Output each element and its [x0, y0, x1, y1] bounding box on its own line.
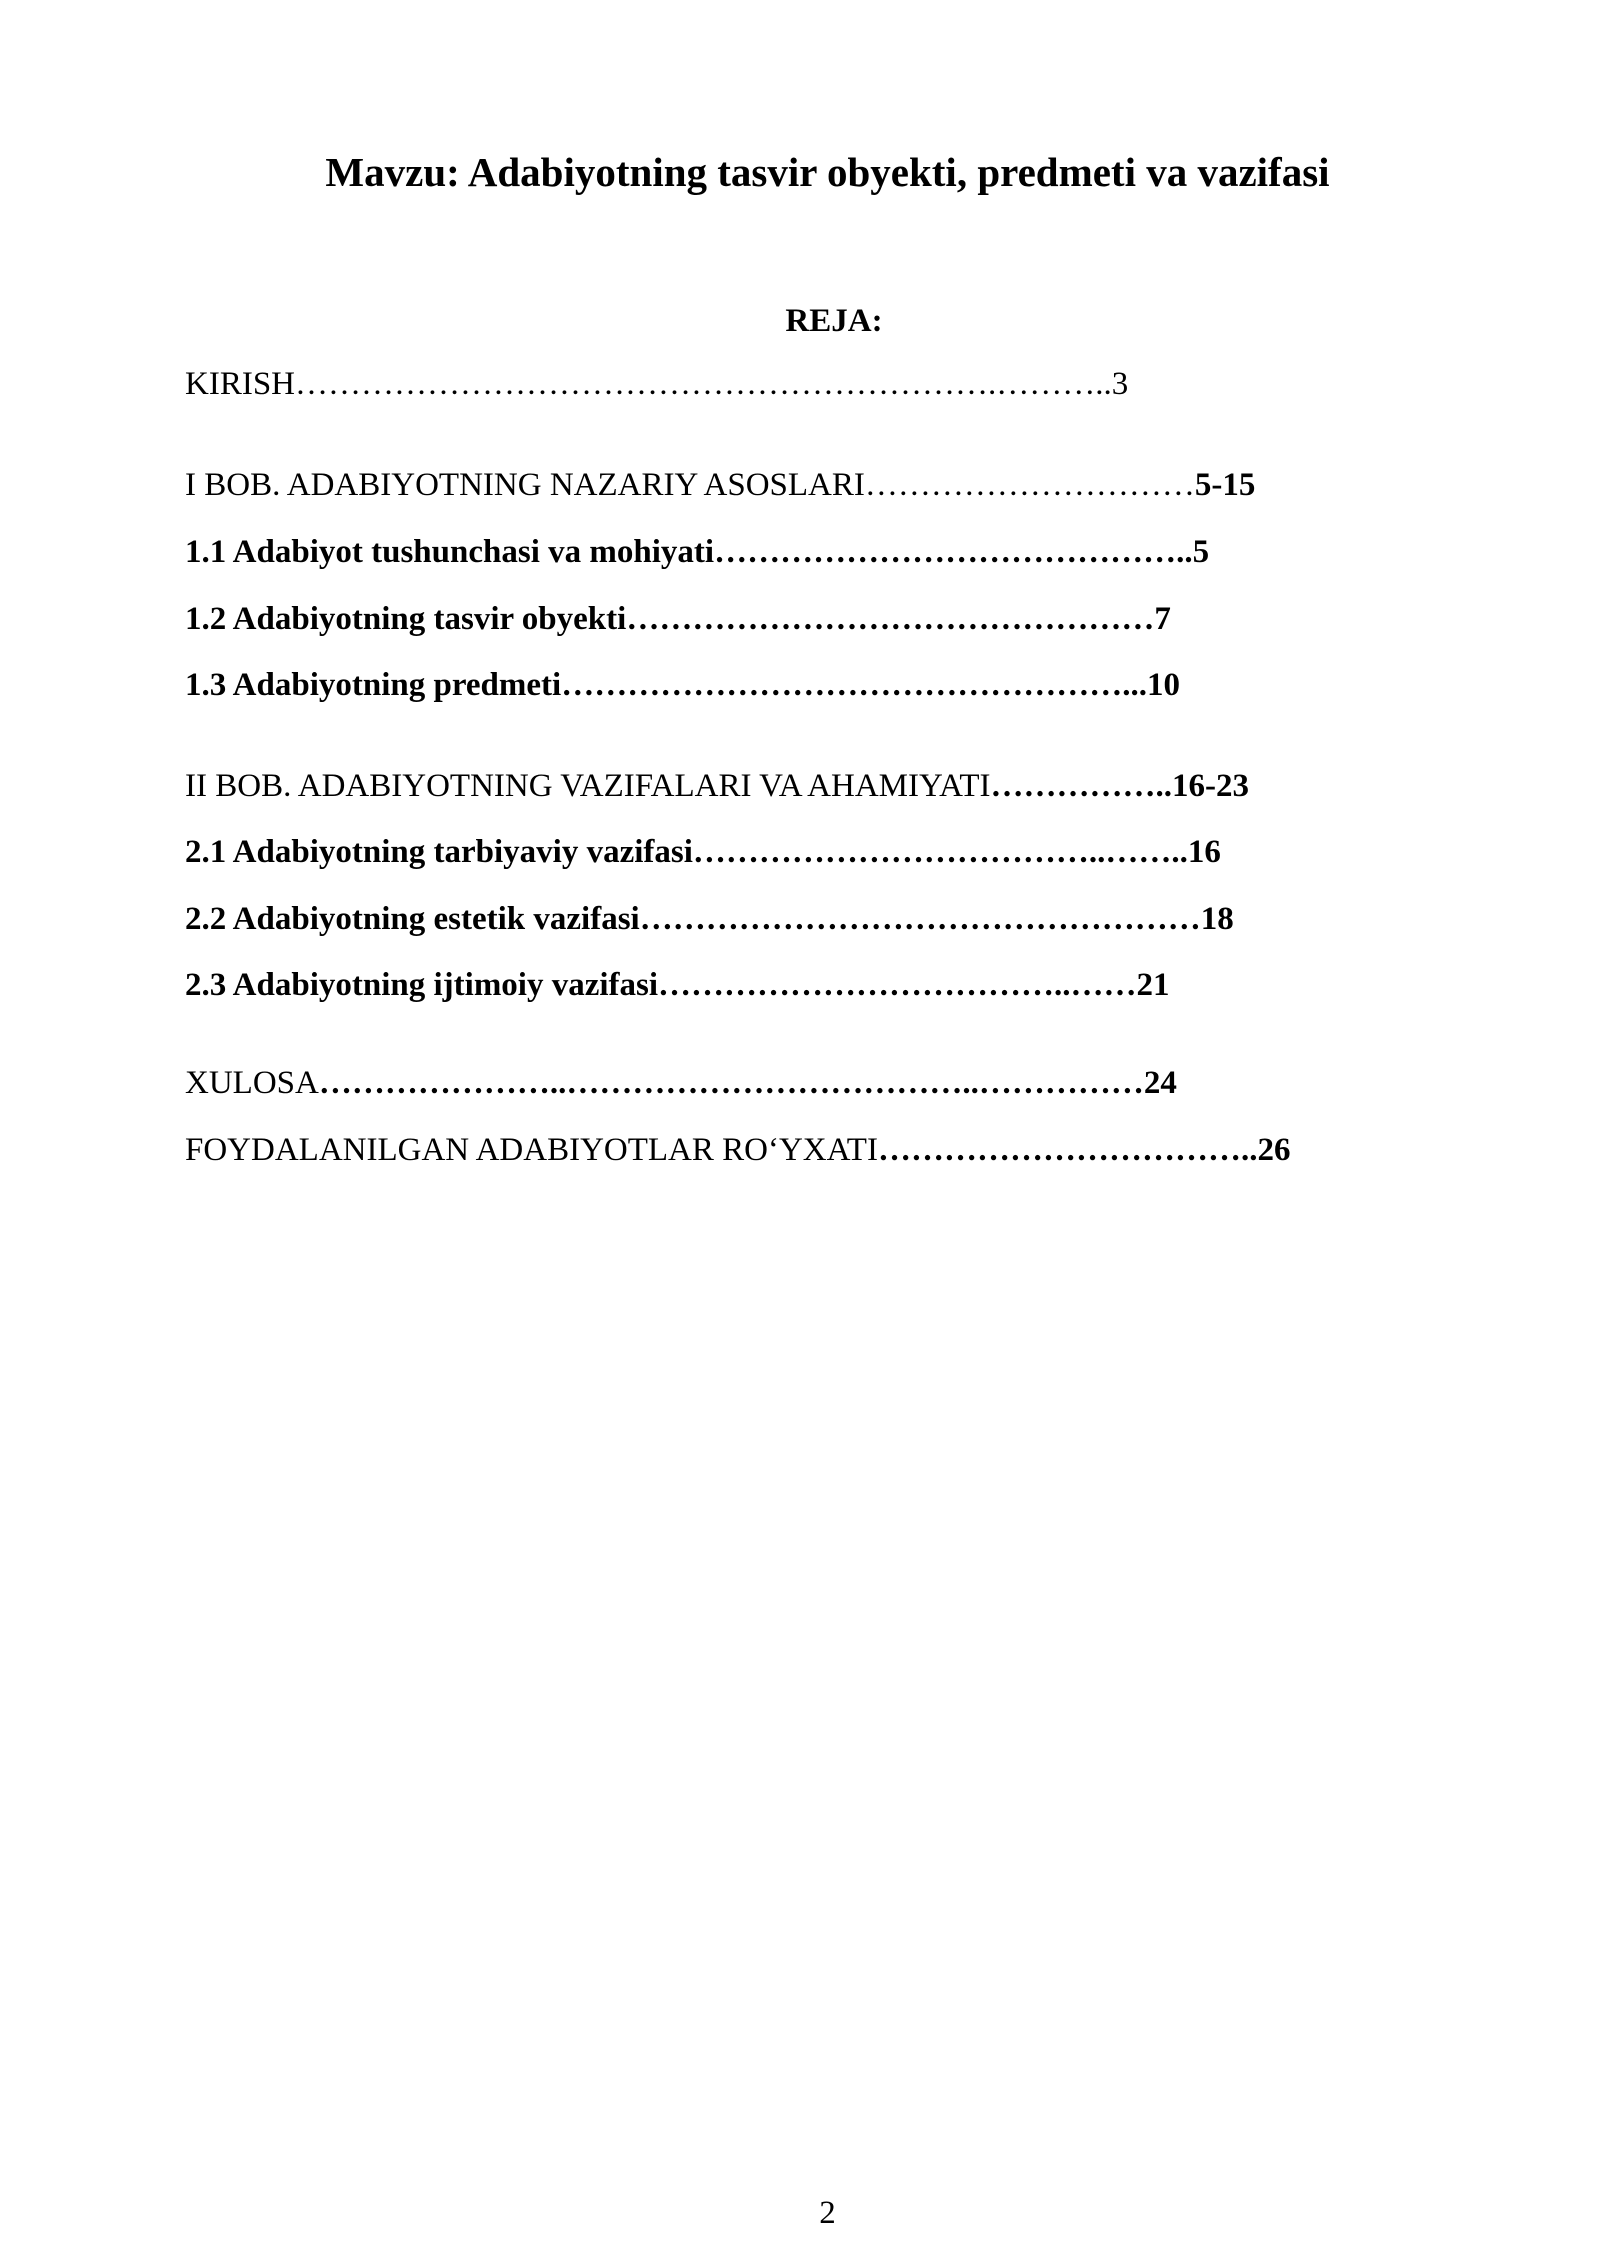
toc-page-number: 16	[1187, 834, 1221, 870]
toc-entry-xulosa	[185, 1061, 1474, 1105]
toc-entry-1-1	[185, 530, 1474, 574]
toc-label: II BOB. ADABIYOTNING VAZIFALARI VA AHAMIYATI	[185, 768, 991, 804]
toc-label: KIRISH	[185, 366, 296, 402]
toc-label: 2.2 Adabiyotning estetik vazifasi	[185, 901, 640, 937]
toc-leader-dots: ………………………………..……	[658, 967, 1137, 1003]
toc-page-number: 26	[1257, 1132, 1291, 1168]
toc-leader-dots: ……………………………..	[877, 1132, 1258, 1168]
toc-leader-dots: ………………………………..……..	[692, 834, 1188, 870]
toc-page-number: 24	[1143, 1065, 1177, 1101]
toc-page-number: 18	[1200, 901, 1234, 937]
toc-entry-references	[185, 1128, 1474, 1172]
toc-leader-dots: ……………………………………………………….………..	[295, 366, 1112, 402]
toc-label: XULOSA	[185, 1065, 319, 1101]
toc-label: 1.3 Adabiyotning predmeti	[185, 667, 562, 703]
page-number: 2	[819, 2195, 836, 2231]
toc-label: 2.3 Adabiyotning ijtimoiy vazifasi	[185, 967, 659, 1003]
toc-entry-1-3	[185, 663, 1474, 707]
toc-entry-1-2	[185, 597, 1474, 641]
toc-entry-2-2	[185, 897, 1474, 941]
toc-entry-2-3	[185, 963, 1474, 1007]
toc-page-number: 5	[1192, 534, 1210, 570]
toc-entry-chapter-1	[185, 463, 1474, 507]
toc-label: 2.1 Adabiyotning tarbiyaviy vazifasi	[185, 834, 693, 870]
toc-entry-2-1	[185, 830, 1474, 874]
toc-label: FOYDALANILGAN ADABIYOTLAR RO‘YXATI	[185, 1132, 878, 1168]
toc-leader-dots: …………………………………………	[626, 601, 1155, 637]
toc-page-number: 10	[1146, 667, 1180, 703]
toc-leader-dots: ……………………………………..	[714, 534, 1193, 570]
toc-leader-dots: ……………………………………………...	[561, 667, 1147, 703]
toc-leader-dots: ……………..	[990, 768, 1172, 804]
toc-page-number: 3	[1111, 366, 1129, 402]
toc-leader-dots: …………………………	[864, 467, 1195, 503]
toc-label: 1.2 Adabiyotning tasvir obyekti	[185, 601, 627, 637]
toc-page-number: 16-23	[1172, 768, 1249, 804]
toc-label: I BOB. ADABIYOTNING NAZARIY ASOSLARI	[185, 467, 865, 503]
toc-page-number: 7	[1154, 601, 1171, 637]
toc-entry-kirish	[185, 362, 1474, 406]
toc-leader-dots: ……………………………………………	[639, 901, 1201, 937]
toc-entry-chapter-2	[185, 764, 1474, 808]
document-title: Mavzu: Adabiyotning tasvir obyekti, predmeti va vazifasi	[325, 149, 1330, 195]
toc-label: 1.1 Adabiyot tushunchasi va mohiyati	[185, 534, 715, 570]
toc-leader-dots: …………………..………………………………..……………	[318, 1065, 1144, 1101]
plan-heading: REJA:	[785, 303, 883, 339]
toc-page-number: 5-15	[1194, 467, 1256, 503]
toc-page-number: 21	[1136, 967, 1170, 1003]
